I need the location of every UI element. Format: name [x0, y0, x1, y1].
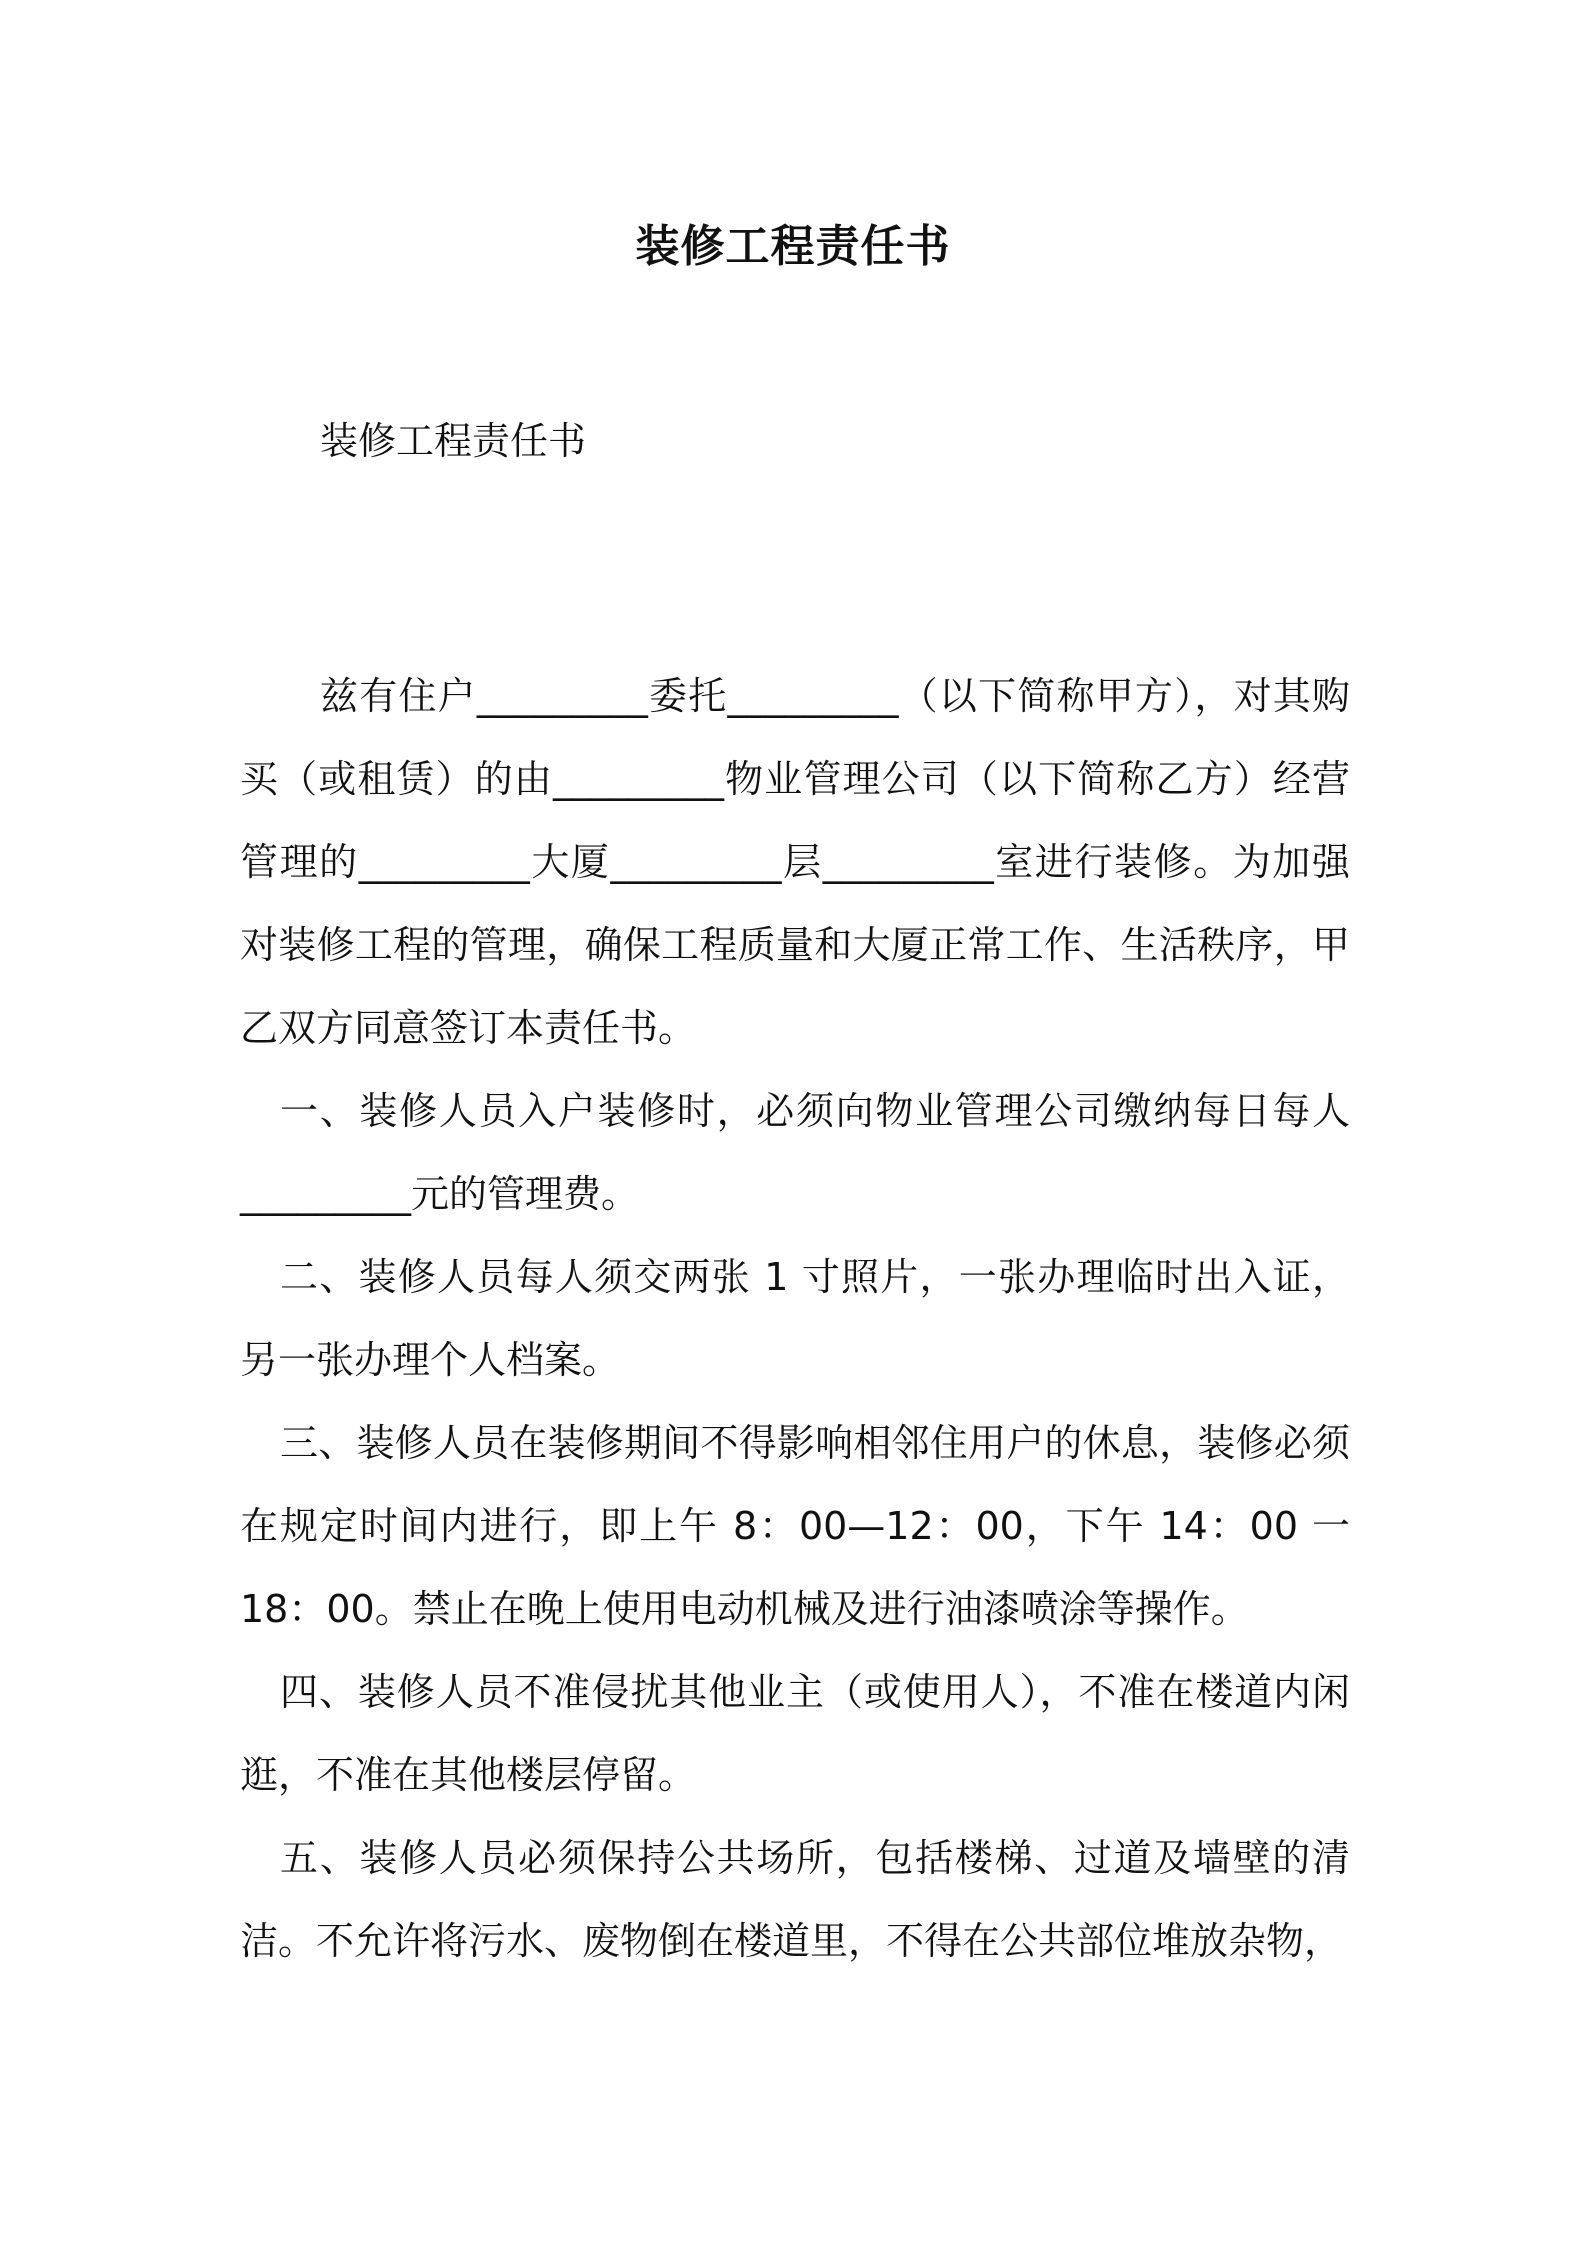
clause-4: 四、装修人员不准侵扰其他业主（或使用人），不准在楼道内闲逛，不准在其他楼层停留。 [240, 1670, 1350, 1797]
clause-2: 二、装修人员每人须交两张 1 寸照片，一张办理临时出入证，另一张办理个人档案。 [240, 1255, 1350, 1382]
paragraph-intro: 兹有住户_________委托_________（以下简称甲方），对其购买（或租赁）的由_________物业管理公司（以下简称乙方）经营管理的_________大厦_________层_________室进行装修。为加强对装修工程的管理，确保工程质量和大厦正常工作、生活秩序，甲乙双方同意签订本责任书。 [240, 674, 1350, 1050]
clause-1: 一、装修人员入户装修时，必须向物业管理公司缴纳每日每人_________元的管理费。 [240, 1089, 1350, 1216]
clause-3: 三、装修人员在装修期间不得影响相邻住用户的休息，装修必须在规定时间内进行，即上午 8：00—12：00，下午 14：00 一 18：00。禁止在晚上使用电动机械及进行油漆喷涂等操作。 [240, 1421, 1350, 1631]
clause-5: 五、装修人员必须保持公共场所，包括楼梯、过道及墙壁的清洁。不允许将污水、废物倒在楼道里，不得在公共部位堆放杂物， [240, 1836, 1350, 1963]
document-subtitle: 装修工程责任书 [320, 419, 587, 463]
document-title: 装修工程责任书 [635, 221, 951, 272]
document-body [240, 655, 1350, 1983]
